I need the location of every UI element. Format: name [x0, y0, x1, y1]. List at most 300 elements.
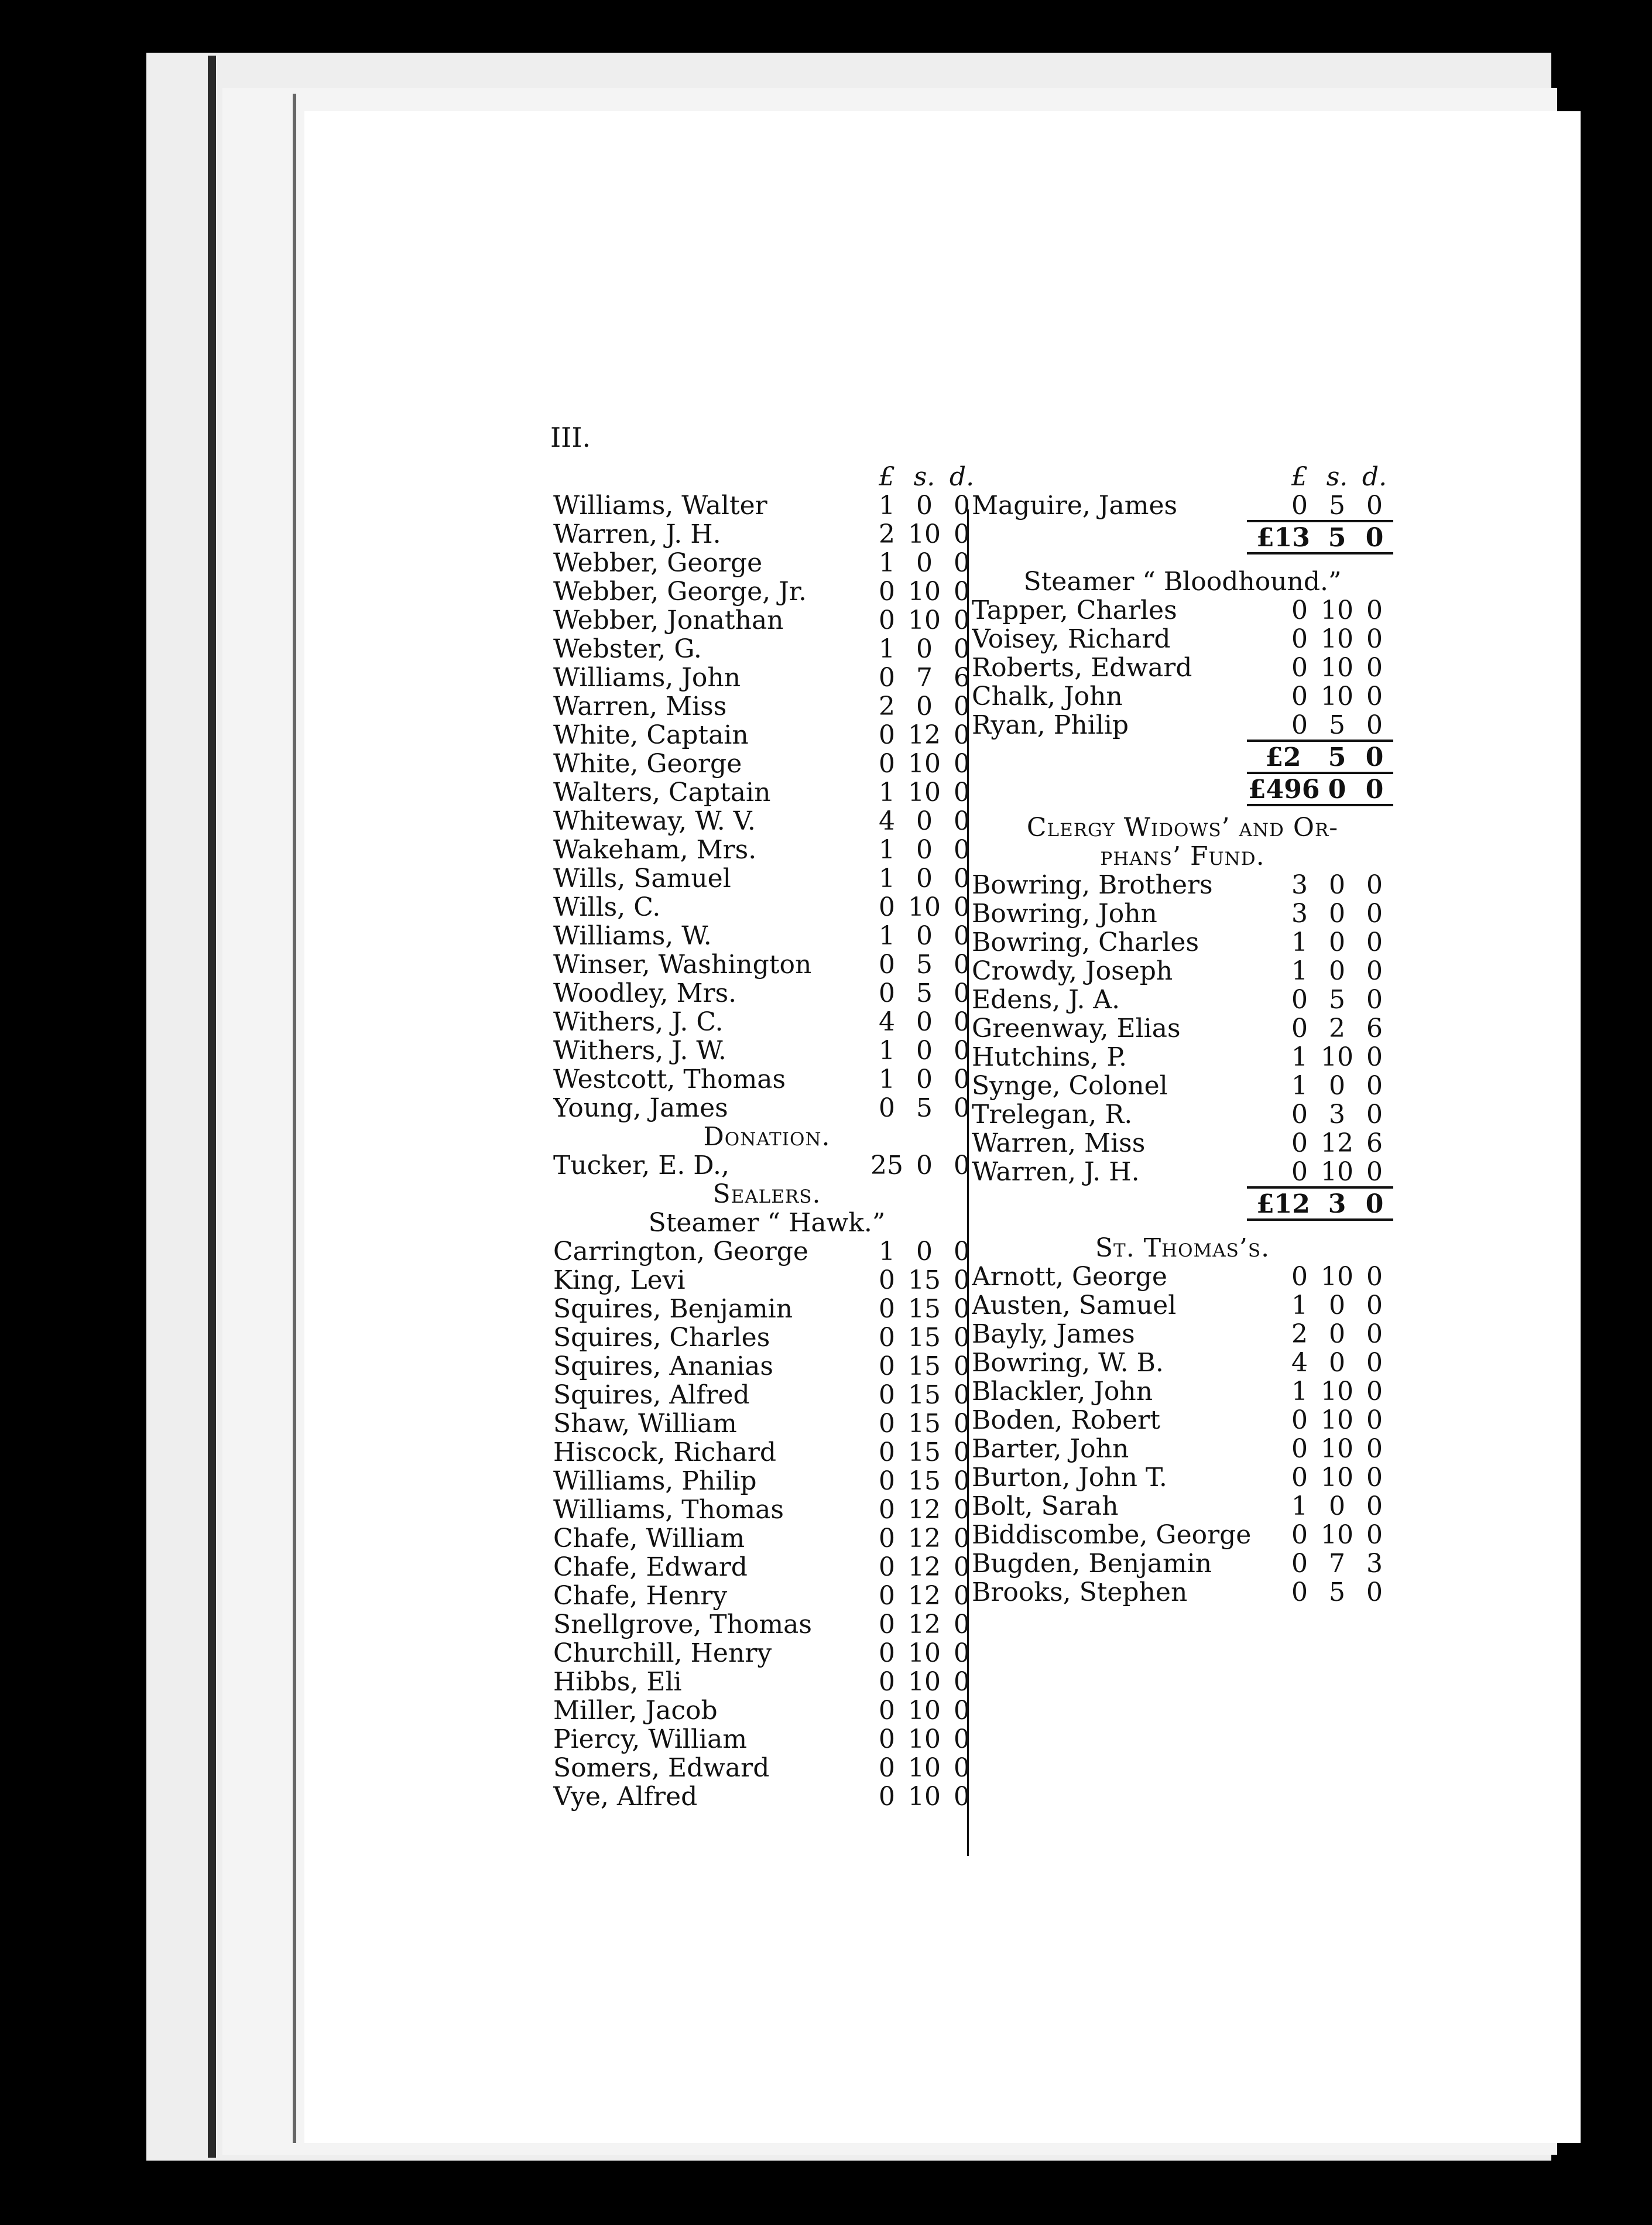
- shillings-value: 10: [1321, 1463, 1353, 1493]
- shillings-value: 15: [908, 1409, 941, 1439]
- shillings-value: 0: [1329, 1491, 1345, 1521]
- pence-value: 0: [954, 1638, 970, 1668]
- pounds-value: 0: [879, 1667, 895, 1697]
- entry-name: Roberts, Edward: [972, 653, 1192, 682]
- pounds-value: 0: [1291, 595, 1308, 625]
- list-item: [553, 1610, 981, 1639]
- shillings-value: 5: [916, 950, 933, 980]
- pounds-value: 1: [1291, 1071, 1308, 1101]
- list-item: [553, 979, 981, 1008]
- list-item: [553, 1266, 981, 1295]
- total-shillings: 3: [1328, 1189, 1346, 1219]
- right-column: [972, 463, 1393, 1607]
- shillings-value: 15: [908, 1265, 941, 1295]
- pounds-value: 0: [1291, 1262, 1308, 1292]
- entry-name: Webber, Jonathan: [553, 606, 784, 635]
- shillings-value: 0: [1329, 1348, 1345, 1378]
- donation-entries: [553, 1151, 981, 1180]
- binding-shadow: [1604, 117, 1633, 1991]
- shillings-value: 15: [908, 1380, 941, 1410]
- list-item: [972, 1406, 1393, 1435]
- shillings-value: 10: [908, 519, 941, 549]
- entry-name: Shaw, William: [553, 1409, 737, 1438]
- pence-header: d.: [1362, 462, 1387, 492]
- currency-header-right: [972, 463, 1393, 491]
- pounds-value: 0: [1291, 1405, 1308, 1435]
- pounds-value: 0: [879, 1524, 895, 1553]
- list-item: [972, 491, 1393, 520]
- shillings-value: 0: [1329, 870, 1345, 900]
- shillings-value: 12: [1321, 1128, 1353, 1158]
- list-item: [972, 1158, 1393, 1186]
- entry-name: White, Captain: [553, 721, 749, 749]
- shillings-header: s.: [1326, 462, 1348, 492]
- entry-name: Wakeham, Mrs.: [553, 836, 757, 864]
- entry-name: Walters, Captain: [553, 778, 771, 807]
- list-item: [553, 1237, 981, 1266]
- entry-name: Edens, J. A.: [972, 985, 1120, 1014]
- total-1: [972, 523, 1393, 552]
- rule: [972, 1218, 1393, 1222]
- shillings-value: 10: [1321, 1377, 1353, 1406]
- entry-name: Maguire, James: [972, 491, 1178, 520]
- hawk-entries: [553, 1237, 981, 1811]
- pence-value: 0: [954, 806, 970, 836]
- shillings-value: 10: [1321, 1262, 1353, 1292]
- pence-value: 0: [1366, 1157, 1383, 1187]
- pounds-value: 1: [879, 491, 895, 521]
- shillings-value: 0: [916, 921, 933, 951]
- shillings-value: 10: [1321, 1042, 1353, 1072]
- pence-value: 6: [1366, 1128, 1383, 1158]
- pounds-header: £: [1291, 462, 1308, 492]
- shillings-value: 7: [916, 663, 933, 693]
- pounds-value: 0: [1291, 1520, 1308, 1550]
- shillings-value: 5: [916, 1093, 933, 1123]
- list-item: [972, 1463, 1393, 1492]
- shillings-value: 0: [916, 1064, 933, 1094]
- entry-name: Vye, Alfred: [553, 1782, 698, 1811]
- list-item: [553, 1467, 981, 1495]
- pounds-value: 0: [879, 577, 895, 607]
- pounds-header: £: [879, 462, 895, 492]
- pounds-value: 2: [1291, 1319, 1308, 1349]
- entry-name: Hutchins, P.: [972, 1043, 1127, 1072]
- pounds-value: 2: [879, 519, 895, 549]
- entry-name: Woodley, Mrs.: [553, 979, 737, 1008]
- pence-value: 0: [1366, 985, 1383, 1015]
- pence-value: 0: [1366, 1520, 1383, 1550]
- list-item: [972, 1072, 1393, 1100]
- entry-name: Trelegan, R.: [972, 1100, 1133, 1129]
- list-item: [553, 836, 981, 864]
- list-item: [972, 1100, 1393, 1129]
- pounds-value: 0: [879, 1466, 895, 1496]
- entry-name: Withers, J. W.: [553, 1036, 726, 1065]
- total-2: [972, 743, 1393, 772]
- pounds-value: 0: [1291, 710, 1308, 740]
- entry-name: Squires, Benjamin: [553, 1295, 793, 1323]
- pounds-value: 0: [1291, 985, 1308, 1015]
- shillings-value: 0: [916, 806, 933, 836]
- pence-value: 0: [954, 1667, 970, 1697]
- list-item: [972, 653, 1393, 682]
- list-item: [553, 1725, 981, 1754]
- list-item: [553, 1782, 981, 1811]
- entry-name: Tucker, E. D.,: [553, 1151, 729, 1180]
- entry-name: Hiscock, Richard: [553, 1438, 777, 1467]
- pence-value: 0: [954, 1782, 970, 1812]
- pence-value: 0: [1366, 1290, 1383, 1320]
- pence-value: 0: [954, 1524, 970, 1553]
- grand-total: [972, 775, 1393, 804]
- list-item: [553, 1754, 981, 1782]
- pence-value: 3: [1366, 1549, 1383, 1579]
- list-item: [972, 1549, 1393, 1578]
- pence-value: 0: [954, 519, 970, 549]
- list-item: [972, 957, 1393, 985]
- entry-name: Bugden, Benjamin: [972, 1549, 1212, 1578]
- shillings-value: 7: [1329, 1549, 1345, 1579]
- pounds-value: 0: [879, 749, 895, 779]
- pence-value: 0: [1366, 1463, 1383, 1493]
- entry-name: Warren, J. H.: [972, 1158, 1140, 1186]
- entry-name: Piercy, William: [553, 1725, 748, 1754]
- pounds-value: 1: [879, 778, 895, 807]
- pence-value: 0: [1366, 899, 1383, 929]
- shillings-value: 0: [916, 634, 933, 664]
- pence-value: 0: [954, 1265, 970, 1295]
- pence-value: 0: [954, 577, 970, 607]
- entry-name: Voisey, Richard: [972, 625, 1171, 653]
- pence-value: 0: [954, 692, 970, 721]
- pounds-value: 0: [879, 1753, 895, 1783]
- entry-name: Bowring, Brothers: [972, 871, 1213, 899]
- entry-name: Webber, George, Jr.: [553, 577, 807, 606]
- total-pounds: £2: [1265, 742, 1301, 772]
- pounds-value: 0: [879, 1323, 895, 1353]
- entry-name: Williams, Walter: [553, 491, 767, 520]
- pence-value: 0: [954, 1007, 970, 1037]
- shillings-value: 5: [1329, 985, 1345, 1015]
- pence-value: 0: [954, 1237, 970, 1266]
- pounds-value: 0: [1291, 1549, 1308, 1579]
- list-item: [553, 635, 981, 663]
- list-item: [972, 596, 1393, 625]
- pounds-value: 0: [879, 1437, 895, 1467]
- pence-value: 0: [1366, 491, 1383, 521]
- shillings-value: 12: [908, 1495, 941, 1525]
- pence-value: 6: [954, 663, 970, 693]
- shillings-value: 0: [1329, 1290, 1345, 1320]
- list-item: [972, 899, 1393, 928]
- pence-value: 0: [954, 778, 970, 807]
- list-item: [553, 1295, 981, 1323]
- list-item: [553, 1065, 981, 1094]
- pence-value: 0: [954, 978, 970, 1008]
- pounds-value: 0: [879, 1351, 895, 1381]
- shillings-value: 0: [1329, 899, 1345, 929]
- list-item: [972, 1377, 1393, 1406]
- pounds-value: 0: [1291, 1577, 1308, 1607]
- pounds-value: 0: [1291, 1434, 1308, 1464]
- pence-value: 0: [954, 950, 970, 980]
- shillings-value: 0: [916, 864, 933, 894]
- shillings-value: 2: [1329, 1014, 1345, 1043]
- pounds-value: 0: [879, 1495, 895, 1525]
- entry-name: Tapper, Charles: [972, 596, 1177, 625]
- entry-name: Churchill, Henry: [553, 1639, 772, 1668]
- list-item: [553, 1639, 981, 1668]
- pence-value: 0: [1366, 1377, 1383, 1406]
- shillings-value: 5: [1329, 1577, 1345, 1607]
- total-pence: 0: [1365, 775, 1384, 805]
- entry-name: Withers, J. C.: [553, 1008, 724, 1036]
- pounds-value: 0: [879, 1380, 895, 1410]
- pounds-value: 0: [879, 1782, 895, 1812]
- total-pence: 0: [1365, 1189, 1384, 1219]
- shillings-value: 0: [916, 548, 933, 578]
- total-shillings: 5: [1328, 523, 1346, 553]
- list-item: [553, 1094, 981, 1122]
- list-item: [553, 1495, 981, 1524]
- pounds-value: 1: [1291, 927, 1308, 957]
- entry-name: Hibbs, Eli: [553, 1668, 682, 1696]
- list-item: [553, 1381, 981, 1409]
- list-item: [972, 1521, 1393, 1549]
- shillings-value: 10: [1321, 1520, 1353, 1550]
- left-column: [553, 463, 981, 1811]
- shillings-value: 12: [908, 720, 941, 750]
- list-item: [553, 520, 981, 549]
- list-item: [553, 1696, 981, 1725]
- list-item: [972, 1043, 1393, 1072]
- pence-value: 0: [1366, 1405, 1383, 1435]
- entry-name: Austen, Samuel: [972, 1291, 1177, 1320]
- pounds-value: 0: [879, 1409, 895, 1439]
- entry-name: Bolt, Sarah: [972, 1492, 1119, 1521]
- pounds-value: 1: [879, 1237, 895, 1266]
- entry-name: Bowring, Charles: [972, 928, 1199, 957]
- pounds-value: 1: [879, 548, 895, 578]
- list-item: [553, 1582, 981, 1610]
- pence-value: 0: [954, 1437, 970, 1467]
- pence-value: 6: [1366, 1014, 1383, 1043]
- pence-value: 0: [1366, 1491, 1383, 1521]
- shillings-value: 10: [908, 1696, 941, 1726]
- list-item: [972, 625, 1393, 653]
- pounds-value: 1: [1291, 1042, 1308, 1072]
- page-number: III.: [550, 422, 591, 453]
- pence-value: 0: [954, 720, 970, 750]
- currency-header: [553, 463, 981, 491]
- list-item: [553, 1524, 981, 1553]
- entry-name: Somers, Edward: [553, 1754, 770, 1782]
- shillings-value: 10: [1321, 1405, 1353, 1435]
- entry-name: Squires, Charles: [553, 1323, 770, 1352]
- pence-value: 0: [954, 1696, 970, 1726]
- list-item: [972, 1348, 1393, 1377]
- pounds-value: 1: [1291, 1491, 1308, 1521]
- shillings-value: 0: [916, 1151, 933, 1180]
- pence-value: 0: [1366, 1071, 1383, 1101]
- shillings-value: 0: [916, 835, 933, 865]
- rule: [972, 552, 1393, 556]
- pence-value: 0: [954, 1581, 970, 1611]
- pence-value: 0: [954, 1466, 970, 1496]
- pence-value: 0: [1366, 710, 1383, 740]
- pence-value: 0: [1366, 624, 1383, 654]
- pence-value: 0: [954, 1610, 970, 1639]
- entry-name: King, Levi: [553, 1266, 686, 1295]
- pence-value: 0: [954, 1552, 970, 1582]
- shillings-value: 12: [908, 1552, 941, 1582]
- entry-name: Williams, Philip: [553, 1467, 757, 1495]
- right-entries: [972, 491, 1393, 520]
- list-item: [553, 1151, 981, 1180]
- shillings-value: 10: [1321, 624, 1353, 654]
- shillings-value: 10: [908, 1782, 941, 1812]
- pounds-value: 0: [1291, 1463, 1308, 1493]
- shillings-value: 3: [1329, 1100, 1345, 1129]
- entry-name: Chafe, William: [553, 1524, 745, 1553]
- shillings-value: 10: [908, 1753, 941, 1783]
- entry-name: Brooks, Stephen: [972, 1578, 1188, 1607]
- bloodhound-entries: [972, 596, 1393, 740]
- shillings-value: 10: [908, 778, 941, 807]
- list-item: [553, 778, 981, 807]
- st-thomas-heading: St. Thomas’s.: [1095, 1233, 1270, 1263]
- list-item: [553, 577, 981, 606]
- entry-name: Snellgrove, Thomas: [553, 1610, 812, 1639]
- entry-name: Crowdy, Joseph: [972, 957, 1173, 985]
- list-item: [553, 1036, 981, 1065]
- pence-value: 0: [954, 1323, 970, 1353]
- entry-name: Blackler, John: [972, 1377, 1153, 1406]
- list-item: [972, 1291, 1393, 1320]
- pence-value: 0: [1366, 682, 1383, 711]
- shillings-value: 5: [916, 978, 933, 1008]
- clergy-heading-2: phans’ Fund.: [1100, 841, 1265, 871]
- list-item: [553, 606, 981, 635]
- pence-value: 0: [954, 1064, 970, 1094]
- pounds-value: 0: [879, 1294, 895, 1324]
- total-pounds: £13: [1256, 523, 1310, 553]
- pence-value: 0: [954, 1036, 970, 1066]
- pounds-value: 0: [879, 1552, 895, 1582]
- entry-name: Bowring, W. B.: [972, 1348, 1164, 1377]
- list-item: [972, 1435, 1393, 1463]
- pence-value: 0: [1366, 927, 1383, 957]
- pounds-value: 0: [879, 892, 895, 922]
- list-item: [972, 711, 1393, 740]
- list-item: [553, 1323, 981, 1352]
- shillings-value: 12: [908, 1581, 941, 1611]
- shillings-value: 10: [908, 1638, 941, 1668]
- pence-value: 0: [954, 892, 970, 922]
- entry-name: Burton, John T.: [972, 1463, 1167, 1492]
- pence-value: 0: [954, 1409, 970, 1439]
- pounds-value: 1: [879, 864, 895, 894]
- entry-name: Squires, Ananias: [553, 1352, 773, 1381]
- pounds-value: 0: [879, 720, 895, 750]
- pounds-value: 3: [1291, 899, 1308, 929]
- total-pounds: £496: [1248, 775, 1320, 805]
- pence-value: 0: [1366, 1319, 1383, 1349]
- shillings-value: 0: [916, 692, 933, 721]
- pounds-value: 1: [1291, 1290, 1308, 1320]
- list-item: [972, 1492, 1393, 1521]
- pounds-value: 1: [879, 835, 895, 865]
- pence-value: 0: [954, 1495, 970, 1525]
- shillings-value: 0: [1329, 956, 1345, 986]
- list-item: [972, 1262, 1393, 1291]
- list-item: [972, 985, 1393, 1014]
- pounds-value: 0: [879, 1638, 895, 1668]
- sheet-edge-2: [293, 94, 296, 2143]
- pence-value: 0: [954, 1093, 970, 1123]
- list-item: [553, 1553, 981, 1582]
- entry-name: Williams, Thomas: [553, 1495, 784, 1524]
- entry-name: Young, James: [553, 1094, 728, 1122]
- pounds-value: 0: [879, 978, 895, 1008]
- list-item: [553, 922, 981, 950]
- pounds-value: 25: [870, 1151, 903, 1180]
- pence-value: 0: [954, 835, 970, 865]
- pence-value: 0: [954, 491, 970, 521]
- hawk-heading: Steamer “ Hawk.”: [648, 1208, 886, 1238]
- shillings-value: 0: [916, 1237, 933, 1266]
- pounds-value: 3: [1291, 870, 1308, 900]
- pounds-value: 2: [879, 692, 895, 721]
- pence-value: 0: [1366, 595, 1383, 625]
- total-3: [972, 1190, 1393, 1218]
- entry-name: Greenway, Elias: [972, 1014, 1181, 1043]
- total-shillings: 5: [1328, 742, 1346, 772]
- shillings-value: 5: [1329, 491, 1345, 521]
- pence-value: 0: [1366, 870, 1383, 900]
- shillings-value: 5: [1329, 710, 1345, 740]
- shillings-value: 10: [908, 749, 941, 779]
- entry-name: Wills, Samuel: [553, 864, 731, 893]
- shillings-value: 10: [908, 577, 941, 607]
- pounds-value: 0: [1291, 1100, 1308, 1129]
- shillings-value: 15: [908, 1437, 941, 1467]
- pounds-value: 0: [1291, 491, 1308, 521]
- shillings-value: 10: [908, 1724, 941, 1754]
- shillings-value: 15: [908, 1351, 941, 1381]
- pounds-value: 0: [879, 1696, 895, 1726]
- list-item: [972, 871, 1393, 899]
- entry-name: Warren, Miss: [972, 1129, 1146, 1158]
- pence-value: 0: [1366, 1262, 1383, 1292]
- pence-value: 0: [954, 1294, 970, 1324]
- list-item: [553, 692, 981, 721]
- list-item: [553, 749, 981, 778]
- list-item: [553, 1409, 981, 1438]
- pence-value: 0: [1366, 653, 1383, 683]
- pence-value: 0: [954, 1380, 970, 1410]
- pence-value: 0: [954, 1351, 970, 1381]
- pence-value: 0: [1366, 1042, 1383, 1072]
- pounds-value: 4: [1291, 1348, 1308, 1378]
- pounds-value: 0: [879, 605, 895, 635]
- list-item: [553, 549, 981, 577]
- list-item: [553, 950, 981, 979]
- pence-value: 0: [954, 1753, 970, 1783]
- shillings-value: 10: [1321, 653, 1353, 683]
- entry-name: Squires, Alfred: [553, 1381, 750, 1409]
